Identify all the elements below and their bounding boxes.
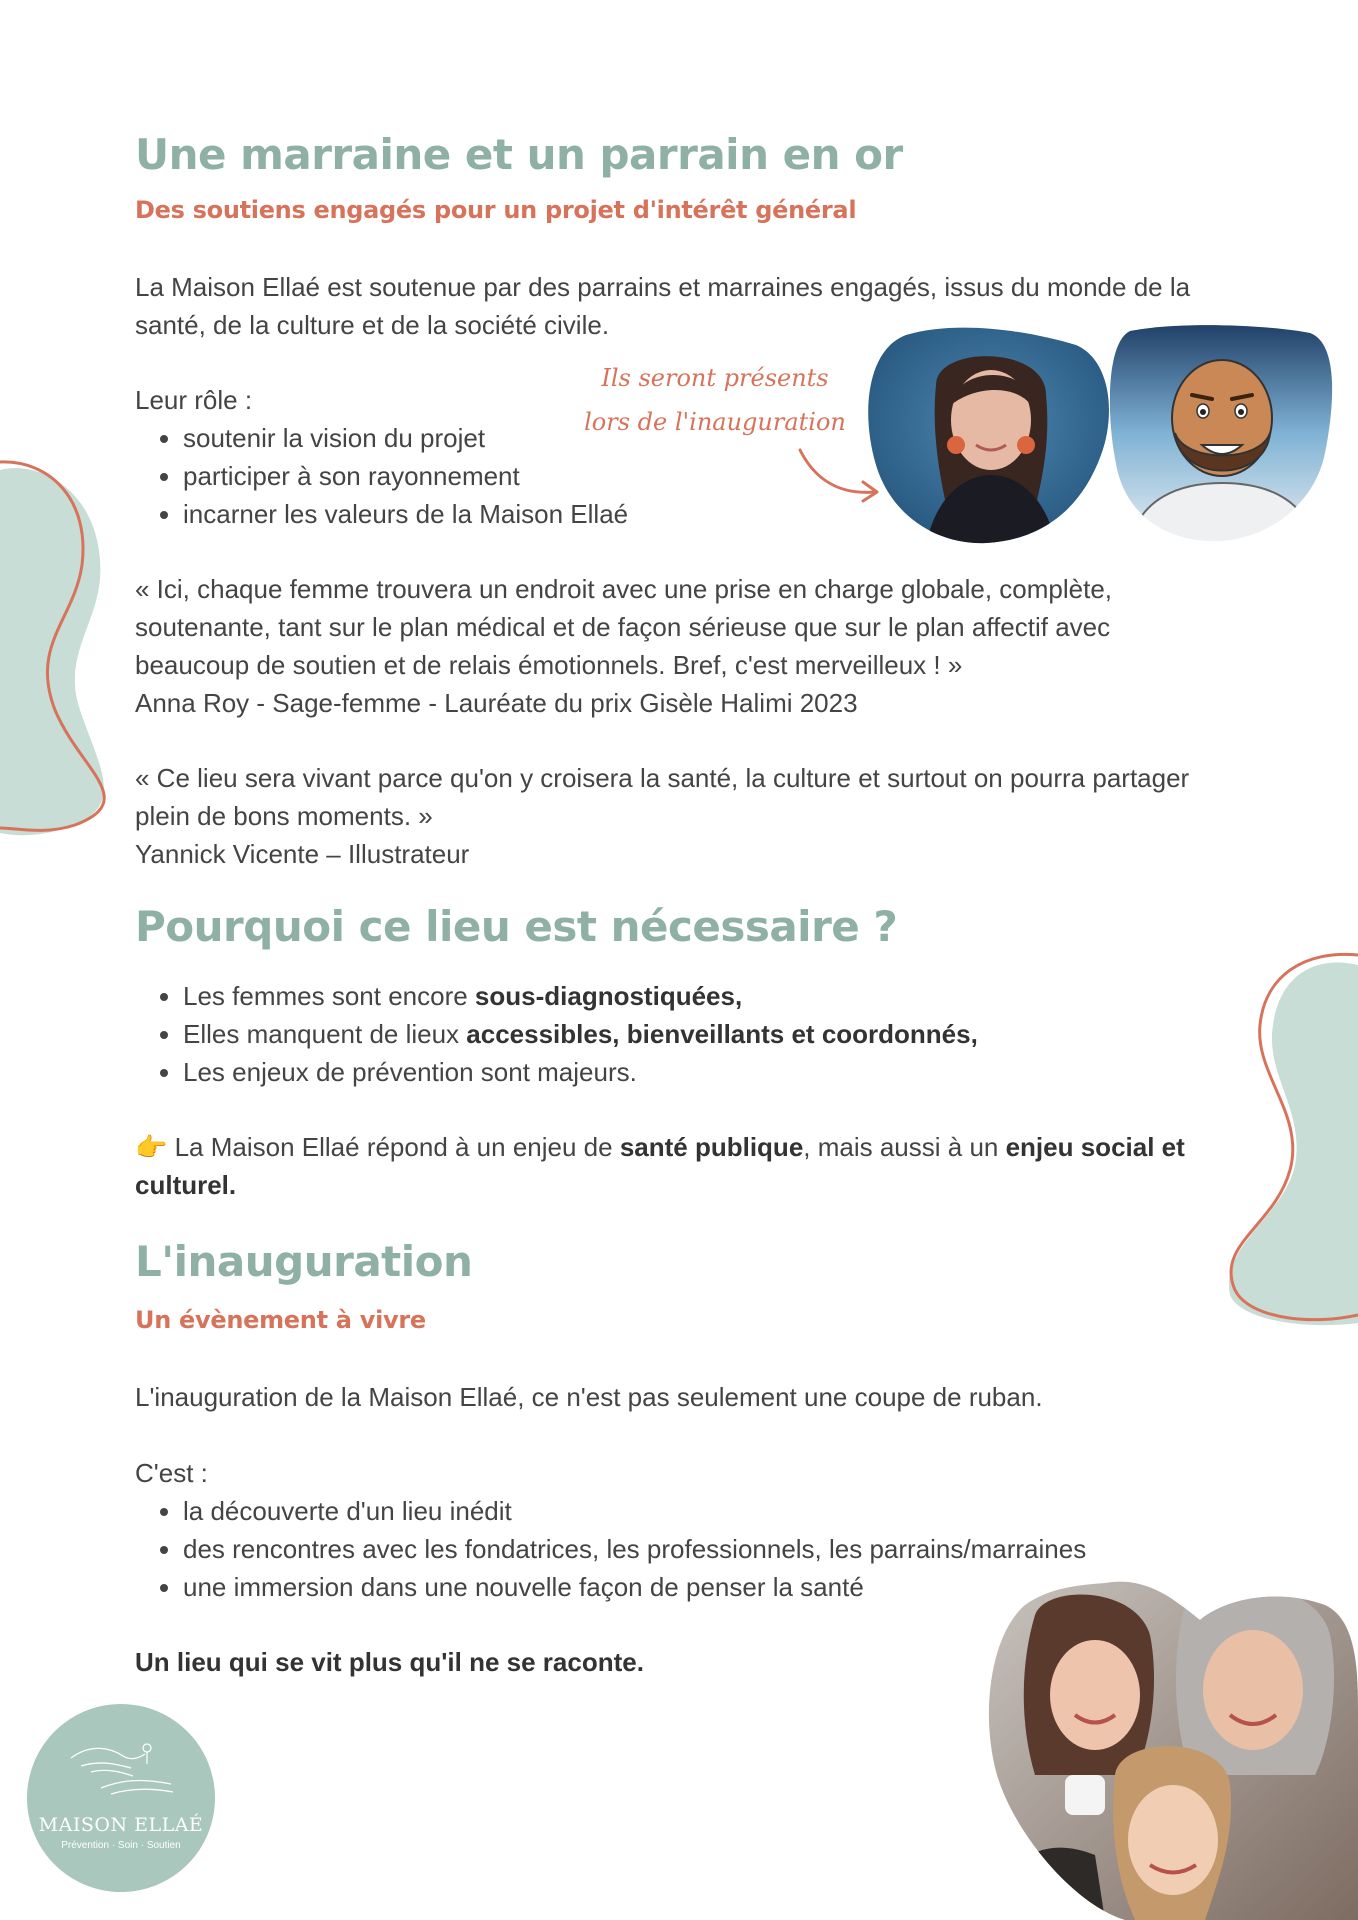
marraine-portrait [866, 325, 1116, 545]
pourquoi-list [135, 977, 1183, 1091]
decorative-blob-right [1205, 945, 1358, 1330]
founders-photo [985, 1575, 1358, 1920]
logo-tagline: Prévention · Soin · Soutien [61, 1840, 181, 1851]
inauguration-annotation [570, 356, 860, 444]
list-item: • Les enjeux de prévention sont majeurs. [183, 1053, 1183, 1091]
logo-name: MAISON ELLAÉ [38, 1814, 204, 1836]
list-item: • incarner les valeurs de la Maison Ellaé [183, 495, 628, 533]
list-item: • Les femmes sont encore sous-diagnostiquées, [183, 977, 1183, 1015]
hands-flower-icon [61, 1728, 181, 1803]
list-item: • une immersion dans une nouvelle façon de penser la santé [183, 1568, 1183, 1606]
quote-yannick-vicente: « Ce lieu sera vivant parce qu'on y croisera la santé, la culture et surtout on pourra partager plein de bons moments. » [135, 763, 1190, 831]
maison-ellae-logo [27, 1704, 215, 1892]
conclusion-paragraph: 👉 La Maison Ellaé répond à un enjeu de santé publique, mais aussi à un enjeu social et culturel. [135, 1132, 1185, 1200]
annotation-line: Ils seront présents [601, 364, 829, 392]
list-label: C'est : [135, 1458, 208, 1488]
quote-author-yannick-vicente: Yannick Vicente – Illustrateur [135, 839, 470, 869]
section-title-parrains: Une marraine et un parrain en or [135, 130, 903, 179]
roles-list [135, 419, 628, 533]
pointing-hand-icon: 👉 [135, 1132, 168, 1162]
quote-anna-roy: « Ici, chaque femme trouvera un endroit avec une prise en charge globale, complète, soutenante, tant sur le plan médical et de façon sérieuse que sur le plan affectif avec beaucoup de soutien et de relais émotionnels. Bref, c'est merveilleux ! » [135, 574, 1113, 680]
list-item: • participer à son rayonnement [183, 457, 628, 495]
intro-paragraph: La Maison Ellaé est soutenue par des parrains et marraines engagés, issus du monde de la santé, de la culture et de la société civile. [135, 272, 1191, 340]
decorative-blob-left [0, 450, 140, 840]
closing-line: Un lieu qui se vit plus qu'il ne se raconte. [135, 1647, 644, 1677]
parrain-illustration [1110, 323, 1335, 543]
section-title-pourquoi: Pourquoi ce lieu est nécessaire ? [135, 902, 898, 951]
list-item: • la découverte d'un lieu inédit [183, 1492, 1183, 1530]
list-item: • des rencontres avec les fondatrices, les professionnels, les parrains/marraines [183, 1530, 1183, 1568]
section-title-inauguration: L'inauguration [135, 1237, 473, 1286]
list-item: • soutenir la vision du projet [183, 419, 628, 457]
role-label: Leur rôle : [135, 385, 253, 415]
quote-author-anna-roy: Anna Roy - Sage-femme - Lauréate du prix Gisèle Halimi 2023 [135, 688, 858, 718]
section-subtitle-inauguration: Un évènement à vivre [135, 1306, 426, 1334]
inauguration-intro: L'inauguration de la Maison Ellaé, ce n'est pas seulement une coupe de ruban. [135, 1382, 1043, 1412]
list-item: • Elles manquent de lieux accessibles, bienveillants et coordonnés, [183, 1015, 1183, 1053]
annotation-line: lors de l'inauguration [584, 408, 846, 436]
section-subtitle-parrains: Des soutiens engagés pour un projet d'intérêt général [135, 196, 857, 224]
